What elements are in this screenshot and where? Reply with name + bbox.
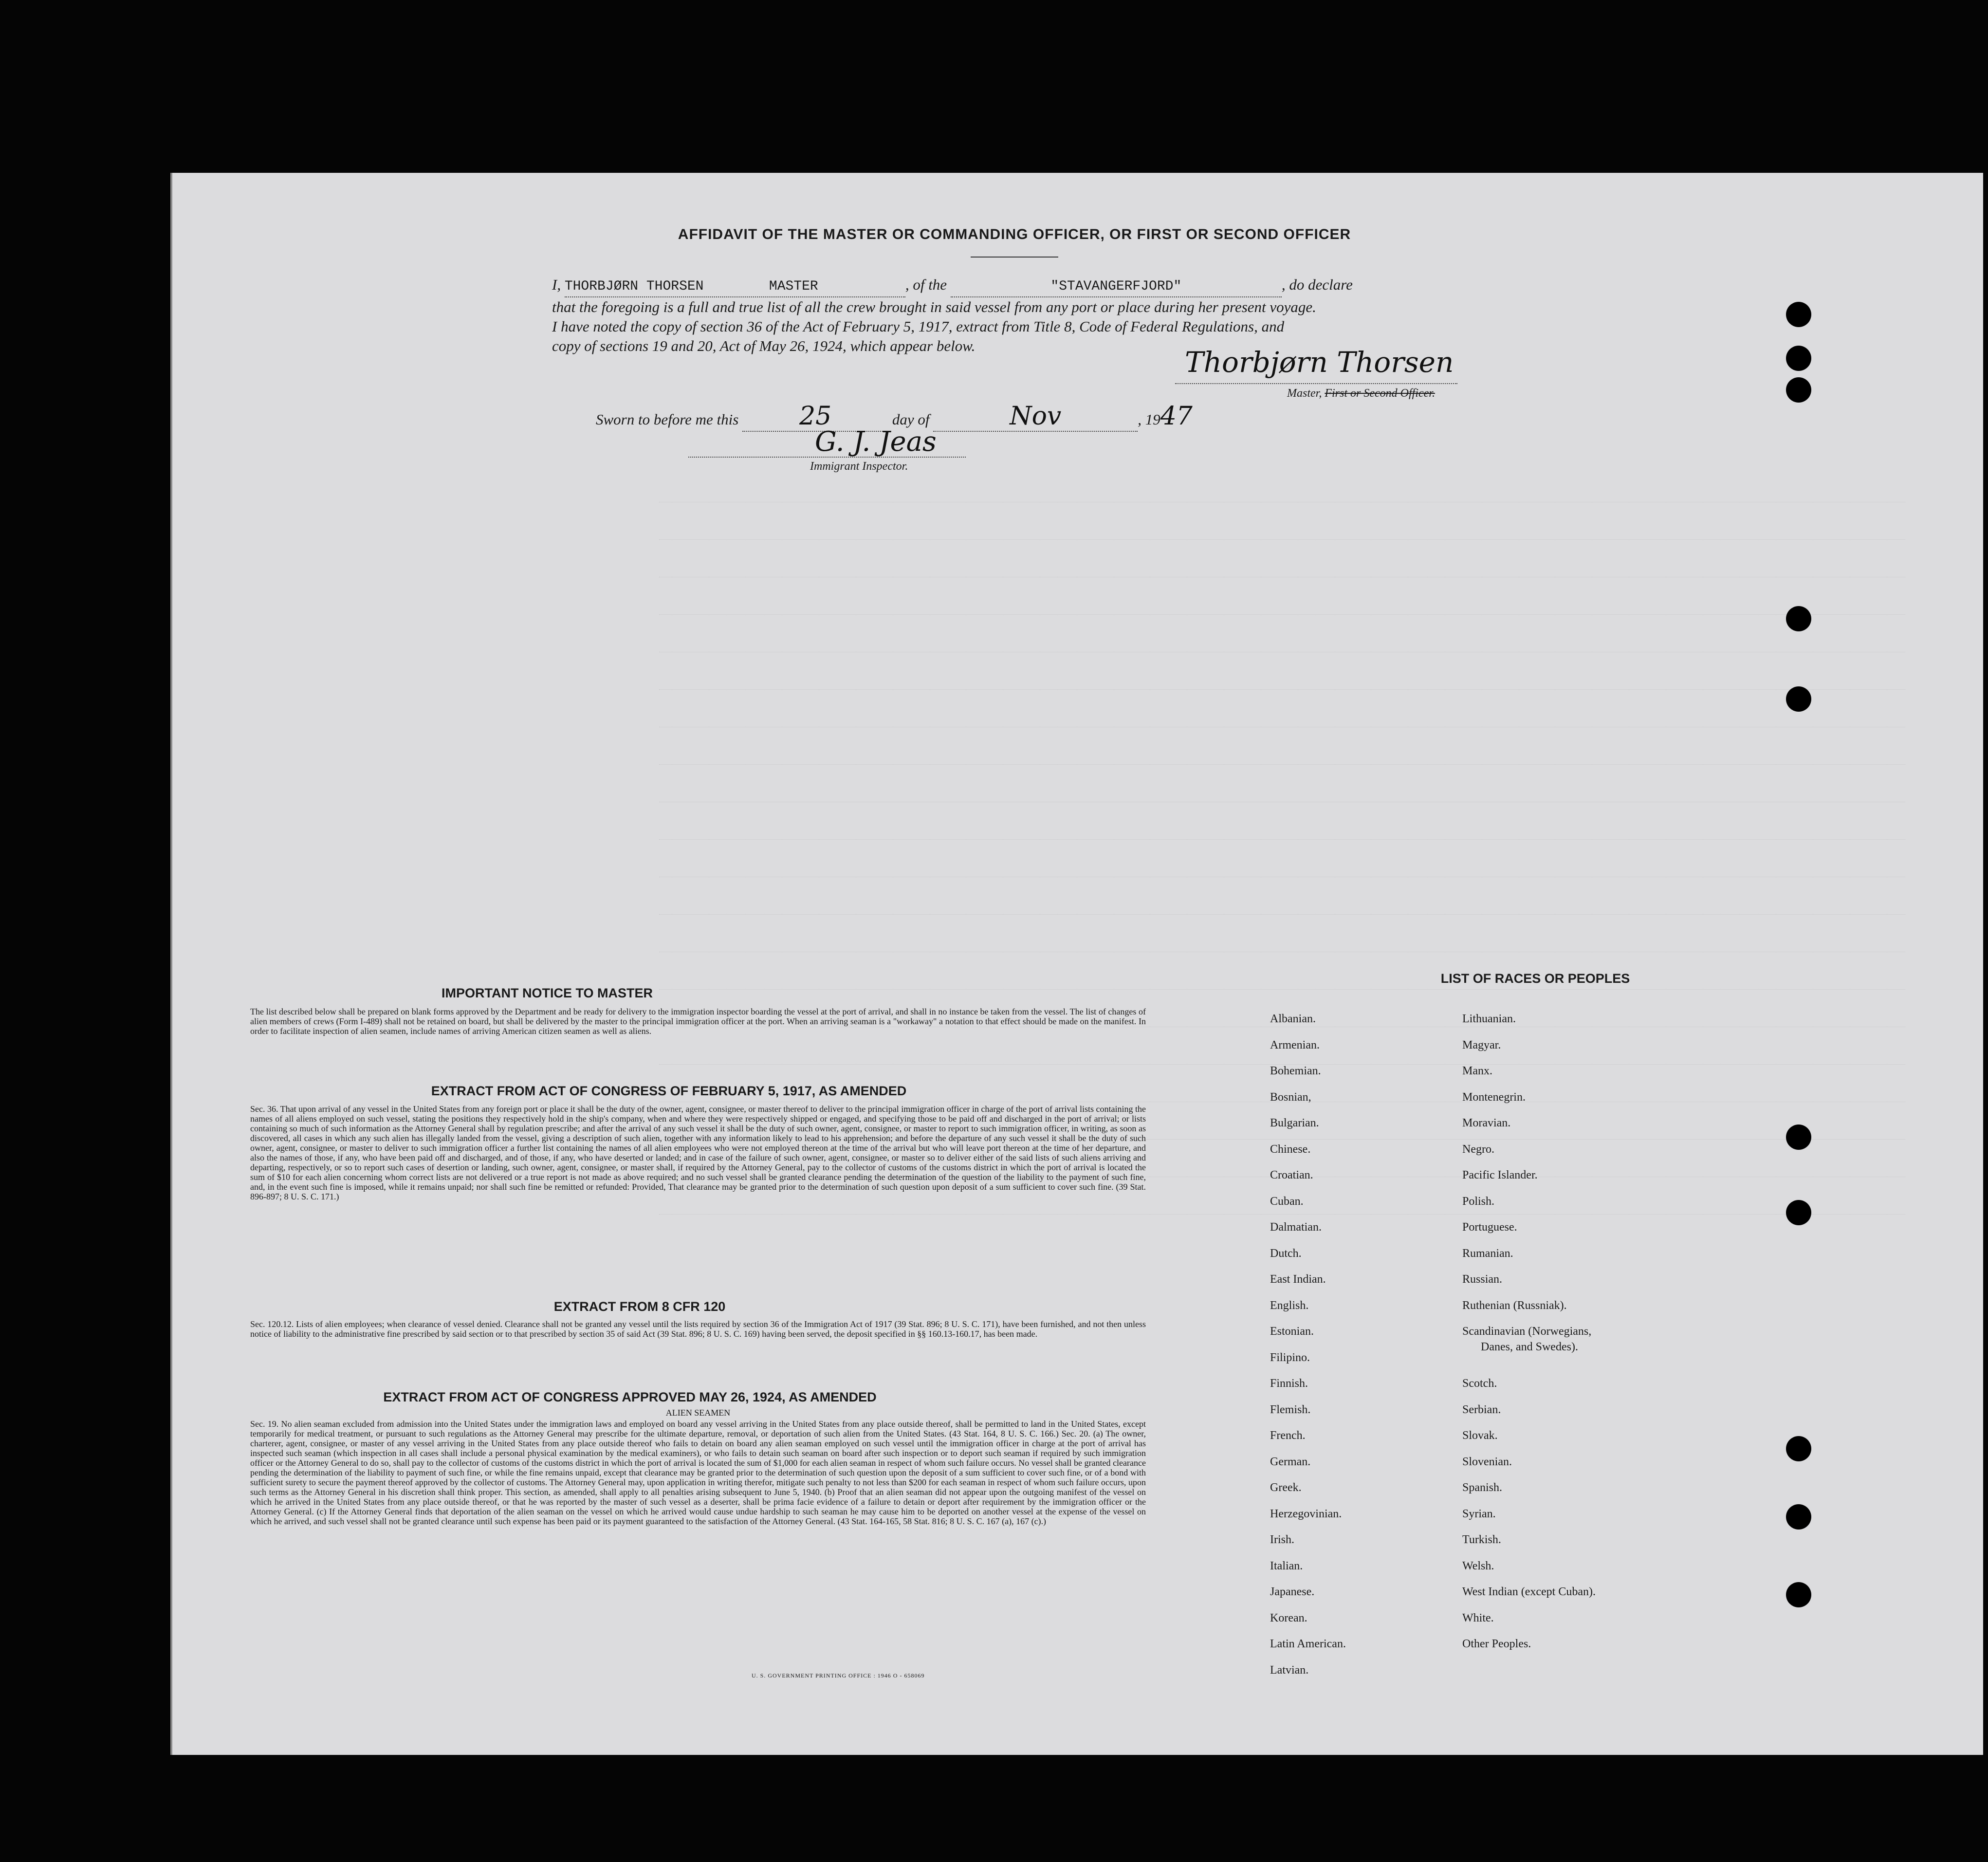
race-item: Latvian. <box>1270 1663 1309 1677</box>
declaration-text <box>552 275 1672 356</box>
race-item: Italian. <box>1270 1559 1303 1572</box>
race-item: Moravian. <box>1462 1117 1511 1129</box>
act-1917-heading: EXTRACT FROM ACT OF CONGRESS OF FEBRUARY 5, 1917, AS AMENDED <box>431 1084 907 1098</box>
race-item: German. <box>1270 1455 1311 1468</box>
race-item: Bohemian. <box>1270 1065 1321 1077</box>
caption-struck: First or Second Officer. <box>1325 387 1435 400</box>
race-item: Bosnian, <box>1270 1090 1311 1104</box>
race-item: French. <box>1270 1429 1306 1442</box>
race-item: Syrian. <box>1462 1507 1496 1520</box>
punch-hole <box>1786 686 1811 712</box>
race-item: Spanish. <box>1462 1481 1503 1494</box>
notice-heading: IMPORTANT NOTICE TO MASTER <box>442 986 653 1000</box>
vessel-name: "STAVANGERFJORD" <box>1050 279 1182 294</box>
sworn-month: Nov <box>933 402 1138 432</box>
race-item: Chinese. <box>1270 1143 1311 1156</box>
punch-hole <box>1786 1582 1811 1607</box>
race-item: Estonian. <box>1270 1325 1314 1338</box>
decl-line-4: copy of sections 19 and 20, Act of May 26, 1924, which appear below. <box>552 337 976 354</box>
race-item: Serbian. <box>1462 1403 1501 1416</box>
sworn-year-prefix: , 19 <box>1138 411 1160 428</box>
race-item: Montenegrin. <box>1462 1090 1526 1104</box>
race-item: Albanian. <box>1270 1013 1316 1025</box>
act-1924-subheading: ALIEN SEAMEN <box>665 1408 731 1418</box>
race-item: Scotch. <box>1462 1377 1497 1390</box>
race-item: Flemish. <box>1270 1403 1311 1416</box>
decl-line-2: that the foregoing is a full and true list of all the crew brought in said vessel from any port or place during her present voyage. <box>552 298 1316 315</box>
race-item: Cuban. <box>1270 1195 1304 1208</box>
cfr-text: Sec. 120.12. Lists of alien employees; when clearance of vessel denied. Clearance shall not be granted any vessel until the lists required by section 36 of the Immigration Act of 1917 (39 Stat. 896; 8 U. S. C. 171), have been furnished, and not then unless notice of liability to the administrative fine prescribed by said section or to that prescribed by section 35 of said Act (39 Stat. 896; 8 U. S. C. 169) having been served, the deposit specified in §§ 160.13-160.17, has been made. <box>250 1319 1146 1339</box>
race-item: Slovak. <box>1462 1429 1498 1442</box>
master-name-field <box>565 277 905 297</box>
race-item: Herzegovinian. <box>1270 1507 1342 1520</box>
master-signature: Thorbjørn Thorsen <box>1185 346 1454 379</box>
race-item: Russian. <box>1462 1273 1503 1286</box>
race-item: Rumanian. <box>1462 1247 1513 1260</box>
decl-line-3: I have noted the copy of section 36 of the Act of February 5, 1917, extract from Title 8, Code of Federal Regulations, and <box>552 318 1285 335</box>
master-signature-caption <box>1287 387 1435 400</box>
race-item: Portuguese. <box>1462 1221 1517 1234</box>
punch-hole <box>1786 1200 1811 1225</box>
punch-hole <box>1786 377 1811 403</box>
punch-hole <box>1786 302 1811 327</box>
sworn-day-of: day of <box>892 411 930 428</box>
race-item: Negro. <box>1462 1143 1494 1156</box>
punch-hole <box>1786 1125 1811 1150</box>
race-item: Ruthenian (Russniak). <box>1462 1299 1567 1312</box>
race-item: Turkish. <box>1462 1533 1501 1546</box>
race-item: Danes, and Swedes). <box>1481 1341 1578 1353</box>
act-1924-text: Sec. 19. No alien seaman excluded from admission into the United States under the immigration laws and employed on board any vessel arriving in the United States from any place outside thereof, shall be permitted to land in the United States, except temporarily for medical treatment, or pursuant to such regulations as the Attorney General may prescribe for the ultimate departure, removal, or deportation of such alien from the United States. (43 Stat. 164, 8 U. S. C. 166.) Sec. 20. (a) The owner, charterer, agent, consignee, or master of any vessel arriving in the United States from any place outside thereof who fails to detain on board any alien seaman employed on such vessel until the immigration officer in charge at the port of arrival has inspected such seaman (which inspection in all cases shall include a personal physical examination by the medical examiners), or who fails to detain such seaman on board after such inspection or to deport such seaman if required by such immigration officer or the Attorney General to do so, shall pay to the collector of customs of the customs district in which the port of arrival is located the sum of $1,000 for each alien seaman in respect of whom such failure occurs. No vessel shall be granted clearance pending the determination of the liability to payment of such fine, or while the fine remains unpaid, except that clearance may be granted prior to the determination of such question upon the deposit of a sum sufficient to cover such fine, or of a bond with sufficient surety to secure the payment thereof approved by the collector of customs. The Attorney General may, upon application in writing therefor, mitigate such penalty to not less than $200 for each seaman in respect of whom such failure occurs, upon such terms as the Attorney General in his discretion shall think proper. This section, as amended, shall apply to all penalties arising subsequent to June 5, 1940. (b) Proof that an alien seaman did not appear upon the outgoing manifest of the vessel on which he arrived in the United States from any place outside thereof, or that he was reported by the master of such vessel as a deserter, shall be prima facie evidence of a failure to detain or deport after requirement by the immigration officer or the Attorney General. (c) If the Attorney General finds that deportation of the alien seaman on the vessel on which he arrived would cause undue hardship to such seaman he may cause him to be deported on another vessel at the expense of the vessel on which he arrived, and such vessel shall not be granted clearance until such expense has been paid or its payment guaranteed to the satisfaction of the Attorney General. (43 Stat. 164-165, 58 Stat. 816; 8 U. S. C. 167 (a), 167 (c).) <box>250 1419 1146 1526</box>
notice-text: The list described below shall be prepared on blank forms approved by the Department and be ready for delivery to the immigration inspector boarding the vessel at the port of arrival, and shall in no instance be taken from the vessel. The list of changes of alien members of crews (Form I-489) shall not be retained on board, but shall be delivered by the master to the principal immigration officer at the port. When an arriving seaman is a "workaway" a notation to that effect should be made on the manifest. In order to facilitate inspection of alien seamen, include names of arriving American citizen seamen as well as aliens. <box>250 1007 1146 1036</box>
punch-hole <box>1786 1504 1811 1530</box>
inspector-caption: Immigrant Inspector. <box>810 460 908 473</box>
race-item: Latin American. <box>1270 1638 1346 1650</box>
race-item: Pacific Islander. <box>1462 1169 1538 1181</box>
race-item: West Indian (except Cuban). <box>1462 1585 1596 1598</box>
master-rank: MASTER <box>769 279 818 294</box>
race-item: Korean. <box>1270 1611 1307 1624</box>
sworn-lead: Sworn to before me this <box>596 411 739 428</box>
race-item: Manx. <box>1462 1065 1492 1077</box>
races-heading: LIST OF RACES OR PEOPLES <box>1440 971 1630 986</box>
races-left-column <box>1270 1013 1346 1690</box>
race-item: East Indian. <box>1270 1273 1326 1286</box>
race-item: Filipino. <box>1270 1351 1310 1364</box>
punch-hole <box>1786 346 1811 371</box>
decl-i: I, <box>552 276 561 293</box>
race-item: Slovenian. <box>1462 1455 1512 1468</box>
race-item: Welsh. <box>1462 1559 1494 1572</box>
punch-hole <box>1786 606 1811 631</box>
sworn-day: 25 <box>742 402 888 432</box>
title-rule <box>971 257 1058 258</box>
race-item: Finnish. <box>1270 1377 1308 1390</box>
race-item: White. <box>1462 1611 1494 1624</box>
inspector-signature: G. J. Jeas <box>815 426 937 458</box>
affidavit-sheet <box>170 173 1983 1755</box>
cfr-heading: EXTRACT FROM 8 CFR 120 <box>553 1299 726 1314</box>
inspector-signature-line <box>688 457 966 458</box>
race-item: Bulgarian. <box>1270 1117 1319 1129</box>
master-signature-line <box>1175 383 1457 384</box>
act-1924-heading: EXTRACT FROM ACT OF CONGRESS APPROVED MAY 26, 1924, AS AMENDED <box>383 1390 877 1404</box>
race-item: Croatian. <box>1270 1169 1313 1181</box>
vessel-name-field <box>951 277 1282 297</box>
race-item: Greek. <box>1270 1481 1302 1494</box>
race-item: Dalmatian. <box>1270 1221 1322 1234</box>
race-item: Armenian. <box>1270 1038 1320 1051</box>
race-item: Dutch. <box>1270 1247 1302 1260</box>
race-item: Other Peoples. <box>1462 1638 1531 1650</box>
race-item: Scandinavian (Norwegians, <box>1462 1325 1592 1338</box>
printing-office-line: U. S. GOVERNMENT PRINTING OFFICE : 1946 O - 658069 <box>752 1672 925 1679</box>
decl-do-declare: , do declare <box>1281 276 1353 293</box>
punch-hole <box>1786 1436 1811 1461</box>
master-name: THORBJØRN THORSEN <box>564 279 704 294</box>
race-item: Lithuanian. <box>1462 1013 1516 1025</box>
race-item: Magyar. <box>1462 1038 1501 1051</box>
act-1917-text: Sec. 36. That upon arrival of any vessel in the United States from any foreign port or place it shall be the duty of the owner, agent, consignee, or master thereof to deliver to the principal immigration officer in charge of the port of arrival lists containing the names of all aliens employed on such vessel, stating the positions they respectively hold in the ship's company, when and where they were respectively shipped or engaged, and specifying those to be paid off and discharged in the port of arrival; or lists containing so much of such information as the Attorney General shall by regulation prescribe; and after the arrival of any such vessel it shall be the duty of such owner, agent, consignee, or master to report to such immigration officer, in writing, as soon as discovered, all cases in which any such alien has illegally landed from the vessel, giving a description of such alien, together with any information likely to lead to his apprehension; and before the departure of any such vessel it shall be the duty of such owner, agent, consignee, or master to deliver to such immigration officer a further list containing the names of all alien employees who were not employed thereon at the time of the arrival but who will leave port thereon at the time of her departure, and also the names of those, if any, who have been paid off and discharged, and of those, if any, who have deserted or landed; and in case of the failure of such owner, agent, consignee, or master so to deliver either of the said lists of such aliens arriving and departing, respectively, or so to report such cases of desertion or landing, such owner, agent, consignee, or master shall, if required by the Attorney General, pay to the collector of customs of the customs district in which the port of arrival is located the sum of $10 for each alien concerning whom correct lists are not delivered or a true report is not made as above required; and no such vessel shall be granted clearance pending the determination of the question of the liability to the payment of such fine, and, in the event such fine is imposed, while it remains unpaid; nor shall such fine be remitted or refunded: Provided, That clearance may be granted prior to the determination of such question upon deposit of a sum sufficient to cover such fine. (39 Stat. 896-897; 8 U. S. C. 171.) <box>250 1104 1146 1201</box>
races-right-column <box>1462 1013 1596 1664</box>
race-item: Irish. <box>1270 1533 1294 1546</box>
affidavit-title: AFFIDAVIT OF THE MASTER OR COMMANDING OFFICER, OR FIRST OR SECOND OFFICER <box>678 226 1351 242</box>
decl-of-the: , of the <box>905 276 947 293</box>
caption-master: Master, <box>1287 387 1322 400</box>
sworn-year: 47 <box>1160 402 1193 431</box>
race-item: Polish. <box>1462 1195 1495 1208</box>
race-item: English. <box>1270 1299 1309 1312</box>
race-item: Japanese. <box>1270 1585 1315 1598</box>
